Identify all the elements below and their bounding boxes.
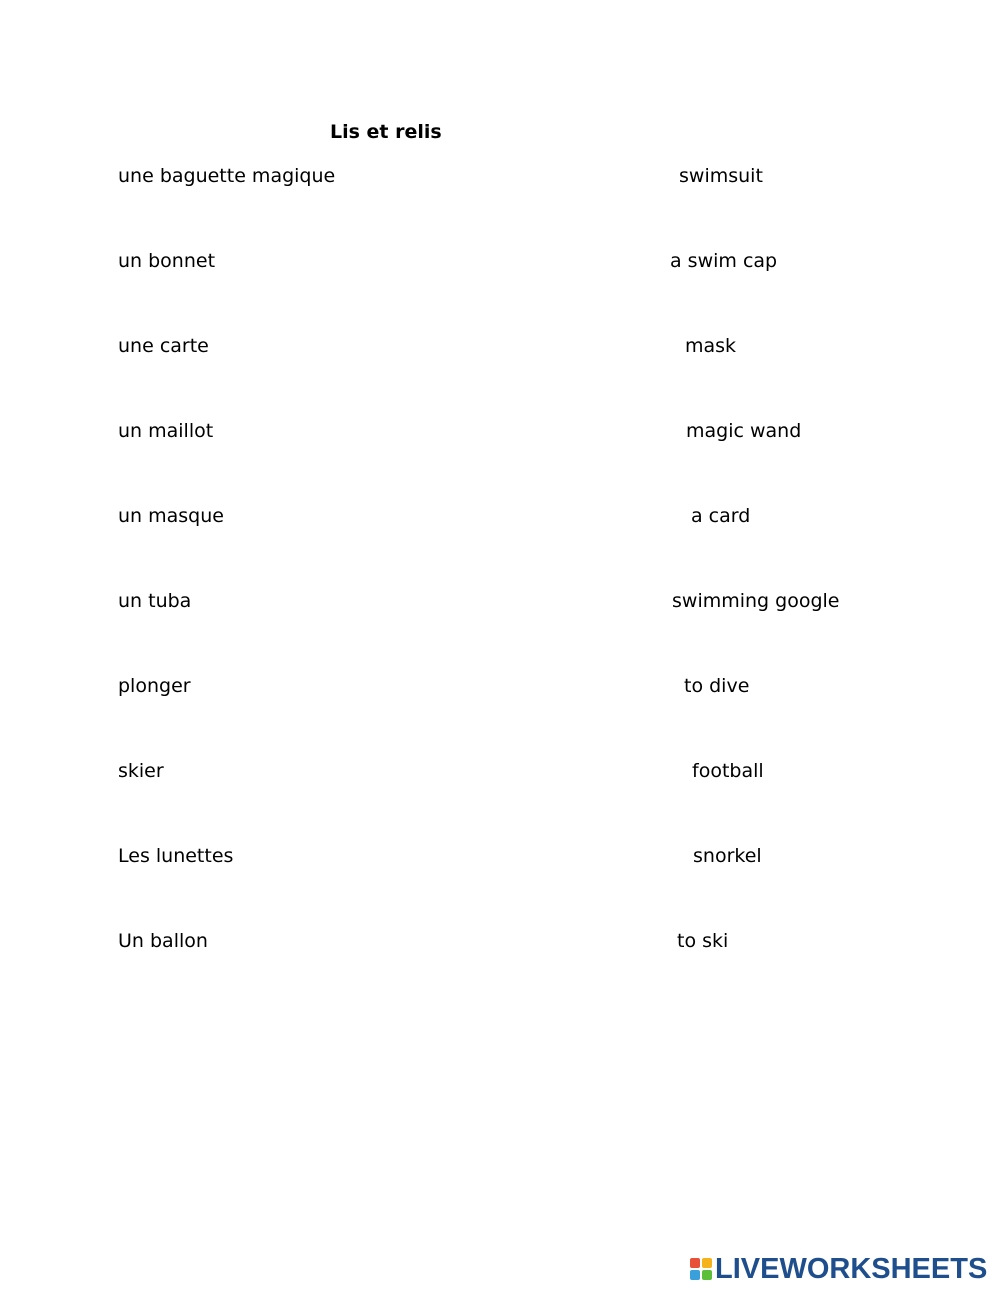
left-word[interactable]: Les lunettes — [118, 845, 234, 867]
left-word[interactable]: une baguette magique — [118, 165, 336, 187]
right-word[interactable]: football — [692, 760, 764, 782]
left-word[interactable]: plonger — [118, 675, 191, 697]
right-word[interactable]: to ski — [677, 930, 729, 952]
right-word[interactable]: snorkel — [693, 845, 762, 867]
logo-text: LIVEWORKSHEETS — [715, 1252, 988, 1285]
left-word[interactable]: un masque — [118, 505, 224, 527]
liveworksheets-logo — [690, 1253, 987, 1285]
right-word[interactable]: magic wand — [686, 420, 802, 442]
left-word[interactable]: skier — [118, 760, 164, 782]
left-word[interactable]: un tuba — [118, 590, 192, 612]
right-word[interactable]: swimsuit — [679, 165, 763, 187]
left-word[interactable]: une carte — [118, 335, 209, 357]
right-word[interactable]: mask — [685, 335, 737, 357]
right-word[interactable]: a swim cap — [670, 250, 778, 272]
left-word[interactable]: un bonnet — [118, 250, 216, 272]
worksheet-title: Lis et relis — [330, 121, 442, 143]
right-word[interactable]: a card — [691, 505, 751, 527]
right-word[interactable]: to dive — [684, 675, 750, 697]
left-word[interactable]: un maillot — [118, 420, 214, 442]
left-word[interactable]: Un ballon — [118, 930, 208, 952]
logo-blocks-icon — [690, 1258, 712, 1280]
right-word[interactable]: swimming google — [672, 590, 840, 612]
